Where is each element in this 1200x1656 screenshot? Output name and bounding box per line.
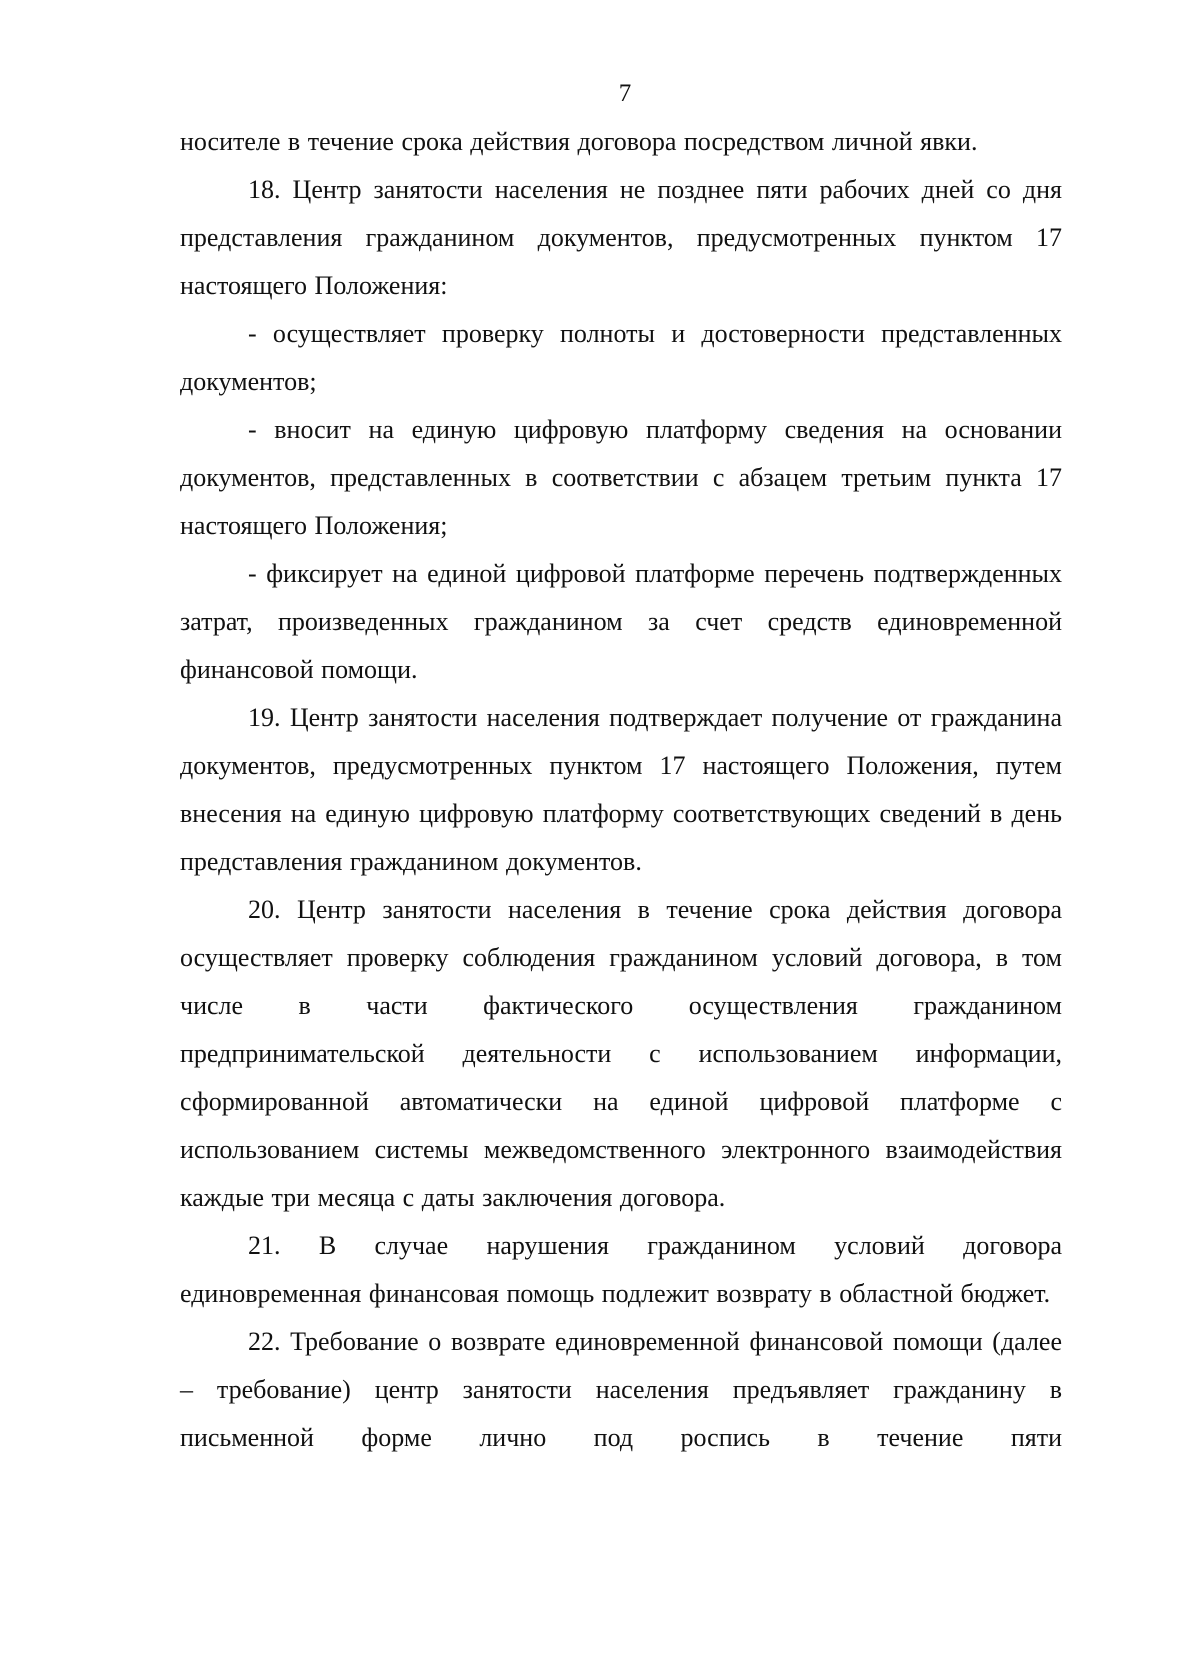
paragraph-18: 18. Центр занятости населения не позднее пяти рабочих дней со дня представления гражданином документов, предусмотренных пунктом 17 настоящего Положения: — [180, 175, 1062, 300]
list-item-verify-documents: - осуществляет проверку полноты и достоверности представленных документов; — [180, 319, 1062, 396]
page-number: 7 — [618, 80, 632, 107]
paragraph-21: 21. В случае нарушения гражданином условий договора единовременная финансовая помощь подлежит возврату в областной бюджет. — [180, 1231, 1062, 1308]
list-item-enter-platform-data: - вносит на единую цифровую платформу сведения на основании документов, представленных в соответствии с абзацем третьим пункта 17 настоящего Положения; — [180, 415, 1062, 540]
paragraph-22: 22. Требование о возврате единовременной финансовой помощи (далее – требование) центр занятости населения предъявляет гражданину в письменной форме лично под роспись в течение пяти — [180, 1327, 1062, 1452]
paragraph-20: 20. Центр занятости населения в течение срока действия договора осуществляет проверку соблюдения гражданином условий договора, в том числе в части фактического осуществления гражданином предпринимательской деятельности с использованием информации, сформированной автоматически на единой цифровой платформе с использованием системы межведомственного электронного взаимодействия каждые три месяца с даты заключения договора. — [180, 895, 1062, 1212]
list-item-record-expenses: - фиксирует на единой цифровой платформе перечень подтвержденных затрат, произведенных гражданином за счет средств единовременной финансовой помощи. — [180, 559, 1062, 684]
paragraph-continuation: носителе в течение срока действия договора посредством личной явки. — [180, 127, 978, 156]
paragraph-19: 19. Центр занятости населения подтверждает получение от гражданина документов, предусмотренных пунктом 17 настоящего Положения, путем внесения на единую цифровую платформу соответствующих сведений в день представления гражданином документов. — [180, 703, 1062, 876]
document-body — [180, 118, 1062, 1462]
